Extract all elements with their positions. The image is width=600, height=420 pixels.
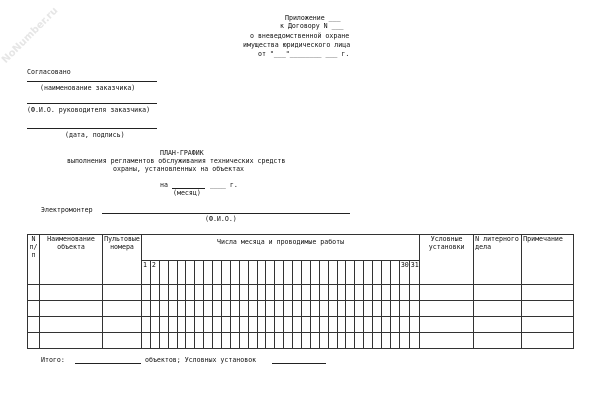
table-cell bbox=[159, 285, 168, 301]
table-cell bbox=[284, 301, 293, 317]
table-cell bbox=[284, 333, 293, 349]
table-cell bbox=[195, 301, 204, 317]
table-cell bbox=[474, 301, 522, 317]
table-cell bbox=[168, 333, 177, 349]
day-cell bbox=[177, 261, 186, 285]
table-row bbox=[28, 285, 574, 301]
table-cell bbox=[293, 317, 302, 333]
table-cell bbox=[284, 285, 293, 301]
table-cell bbox=[293, 301, 302, 317]
table-cell bbox=[213, 317, 222, 333]
table-cell bbox=[390, 301, 399, 317]
table-cell bbox=[186, 301, 195, 317]
day-cell bbox=[284, 261, 293, 285]
day-cell: 2 bbox=[150, 261, 159, 285]
objects-label: объектов; Условных установок bbox=[145, 356, 257, 364]
header-num: N п/ п bbox=[28, 235, 40, 285]
table-cell bbox=[142, 285, 151, 301]
table-cell bbox=[382, 333, 391, 349]
table-cell bbox=[399, 285, 409, 301]
table-cell bbox=[310, 317, 319, 333]
table-cell bbox=[28, 301, 40, 317]
table-cell bbox=[337, 285, 346, 301]
day-cell bbox=[355, 261, 364, 285]
day-cell bbox=[159, 261, 168, 285]
table-cell bbox=[310, 301, 319, 317]
table-cell bbox=[142, 333, 151, 349]
table-cell bbox=[142, 301, 151, 317]
day-cell bbox=[390, 261, 399, 285]
table-cell bbox=[319, 333, 328, 349]
table-cell bbox=[150, 333, 159, 349]
table-cell bbox=[266, 285, 275, 301]
table-cell bbox=[293, 285, 302, 301]
table-cell bbox=[239, 317, 248, 333]
day-cell bbox=[275, 261, 284, 285]
table-cell bbox=[382, 317, 391, 333]
day-cell: 1 bbox=[142, 261, 151, 285]
table-cell bbox=[373, 317, 382, 333]
day-cell bbox=[239, 261, 248, 285]
table-cell bbox=[159, 333, 168, 349]
day-cell: 31 bbox=[409, 261, 419, 285]
table-cell bbox=[168, 285, 177, 301]
day-cell: 30 bbox=[399, 261, 409, 285]
table-cell bbox=[328, 285, 337, 301]
table-cell bbox=[390, 285, 399, 301]
day-cell bbox=[346, 261, 355, 285]
table-cell bbox=[177, 301, 186, 317]
table-cell bbox=[257, 333, 266, 349]
day-cell bbox=[364, 261, 373, 285]
table-cell bbox=[310, 333, 319, 349]
appendix-line-1: Приложение ___ bbox=[285, 14, 341, 22]
table-cell bbox=[230, 333, 239, 349]
table-cell bbox=[28, 333, 40, 349]
table-cell bbox=[195, 333, 204, 349]
day-cell bbox=[186, 261, 195, 285]
table-cell bbox=[266, 301, 275, 317]
table-cell bbox=[420, 285, 474, 301]
table-cell bbox=[40, 301, 103, 317]
table-cell bbox=[195, 317, 204, 333]
table-cell bbox=[222, 301, 231, 317]
header-conditional-units: Условные установки bbox=[420, 235, 474, 285]
table-cell bbox=[275, 285, 284, 301]
day-cell bbox=[266, 261, 275, 285]
date-sign-caption: (дата, подпись) bbox=[65, 131, 125, 139]
table-cell bbox=[177, 285, 186, 301]
table-cell bbox=[195, 285, 204, 301]
table-cell bbox=[213, 285, 222, 301]
table-cell bbox=[373, 285, 382, 301]
table-cell bbox=[222, 317, 231, 333]
table-cell bbox=[420, 333, 474, 349]
day-cell bbox=[222, 261, 231, 285]
table-cell bbox=[293, 333, 302, 349]
table-cell bbox=[186, 333, 195, 349]
table-cell bbox=[186, 317, 195, 333]
header-object-name: Наименование объекта bbox=[40, 235, 103, 285]
table-cell bbox=[522, 301, 574, 317]
table-cell bbox=[150, 317, 159, 333]
plan-title: ПЛАН-ГРАФИК bbox=[160, 149, 204, 157]
electrician-label: Электромонтер bbox=[41, 206, 93, 214]
table-cell bbox=[159, 301, 168, 317]
table-row bbox=[28, 301, 574, 317]
table-cell bbox=[409, 301, 419, 317]
table-cell bbox=[302, 333, 311, 349]
table-cell bbox=[103, 317, 142, 333]
table-cell bbox=[409, 285, 419, 301]
table-cell bbox=[346, 301, 355, 317]
table-cell bbox=[364, 301, 373, 317]
header-note: Примечание bbox=[522, 235, 574, 285]
table-cell bbox=[382, 301, 391, 317]
day-cell bbox=[213, 261, 222, 285]
table-cell bbox=[257, 285, 266, 301]
table-cell bbox=[168, 301, 177, 317]
table-cell bbox=[230, 301, 239, 317]
table-cell bbox=[409, 317, 419, 333]
table-cell bbox=[150, 301, 159, 317]
month-caption: (месяц) bbox=[173, 189, 201, 197]
table-cell bbox=[346, 285, 355, 301]
table-cell bbox=[186, 285, 195, 301]
table-cell bbox=[40, 317, 103, 333]
table-cell bbox=[103, 333, 142, 349]
table-cell bbox=[355, 285, 364, 301]
table-cell bbox=[159, 317, 168, 333]
table-cell bbox=[248, 317, 257, 333]
table-cell bbox=[355, 301, 364, 317]
table-cell bbox=[373, 301, 382, 317]
table-cell bbox=[390, 333, 399, 349]
table-cell bbox=[328, 301, 337, 317]
table-cell bbox=[346, 333, 355, 349]
table-cell bbox=[474, 285, 522, 301]
table-cell bbox=[399, 301, 409, 317]
table-cell bbox=[204, 301, 213, 317]
table-cell bbox=[373, 333, 382, 349]
table-cell bbox=[150, 285, 159, 301]
table-cell bbox=[399, 317, 409, 333]
table-cell bbox=[204, 285, 213, 301]
table-cell bbox=[390, 317, 399, 333]
table-cell bbox=[248, 285, 257, 301]
day-cell bbox=[257, 261, 266, 285]
table-cell bbox=[364, 333, 373, 349]
table-cell bbox=[275, 333, 284, 349]
plan-for-label: на bbox=[160, 181, 168, 189]
day-cell bbox=[373, 261, 382, 285]
day-cell bbox=[382, 261, 391, 285]
table-cell bbox=[346, 317, 355, 333]
table-cell bbox=[337, 333, 346, 349]
table-cell bbox=[522, 317, 574, 333]
table-cell bbox=[319, 285, 328, 301]
table-cell bbox=[103, 301, 142, 317]
table-cell bbox=[230, 285, 239, 301]
table-cell bbox=[213, 333, 222, 349]
table-cell bbox=[409, 333, 419, 349]
day-cell bbox=[230, 261, 239, 285]
date-sign-line bbox=[27, 128, 157, 129]
table-cell bbox=[319, 301, 328, 317]
customer-name-line bbox=[27, 81, 157, 82]
total-units-line bbox=[272, 363, 326, 364]
plan-subtitle-1: выполнения регламентов обслуживания технических средств bbox=[67, 157, 286, 165]
table-cell bbox=[302, 285, 311, 301]
table-cell bbox=[420, 317, 474, 333]
table-cell bbox=[222, 285, 231, 301]
table-cell bbox=[284, 317, 293, 333]
header-console-numbers: Пультовые номера bbox=[103, 235, 142, 285]
table-cell bbox=[239, 301, 248, 317]
table-cell bbox=[355, 317, 364, 333]
appendix-line-3: о вневедомственной охране bbox=[250, 32, 350, 40]
table-cell bbox=[328, 333, 337, 349]
table-cell bbox=[474, 317, 522, 333]
table-cell bbox=[275, 317, 284, 333]
head-name-caption: (Ф.И.О. руководителя заказчика) bbox=[27, 106, 151, 114]
plan-subtitle-2: охраны, установленных на объектах bbox=[113, 165, 245, 173]
day-cell bbox=[195, 261, 204, 285]
table-cell bbox=[213, 301, 222, 317]
day-cell bbox=[319, 261, 328, 285]
table-cell bbox=[40, 285, 103, 301]
appendix-line-4: имущества юридического лица bbox=[243, 41, 351, 49]
table-cell bbox=[328, 317, 337, 333]
table-cell bbox=[177, 333, 186, 349]
table-row bbox=[28, 333, 574, 349]
table-cell bbox=[266, 333, 275, 349]
table-cell bbox=[319, 317, 328, 333]
table-cell bbox=[337, 301, 346, 317]
table-cell bbox=[474, 333, 522, 349]
table-cell bbox=[310, 285, 319, 301]
table-cell bbox=[230, 317, 239, 333]
table-cell bbox=[364, 317, 373, 333]
table-cell bbox=[522, 285, 574, 301]
table-cell bbox=[204, 333, 213, 349]
watermark-text: NoNumber.ru bbox=[0, 5, 61, 66]
table-cell bbox=[355, 333, 364, 349]
table-cell bbox=[364, 285, 373, 301]
table-cell bbox=[103, 285, 142, 301]
day-cell bbox=[310, 261, 319, 285]
total-objects-line bbox=[75, 363, 141, 364]
plan-year: ____ г. bbox=[210, 181, 238, 189]
table-cell bbox=[40, 333, 103, 349]
table-cell bbox=[257, 301, 266, 317]
appendix-line-2: к Договору N ___ bbox=[280, 22, 344, 30]
table-cell bbox=[204, 317, 213, 333]
schedule-table bbox=[27, 234, 574, 349]
table-cell bbox=[302, 301, 311, 317]
table-cell bbox=[239, 285, 248, 301]
table-cell bbox=[257, 317, 266, 333]
header-days-work: Числа месяца и проводимые работы bbox=[142, 235, 420, 261]
customer-name-caption: (наименование заказчика) bbox=[40, 84, 136, 92]
electrician-line bbox=[102, 213, 350, 214]
table-cell bbox=[142, 317, 151, 333]
day-cell bbox=[337, 261, 346, 285]
electrician-caption: (Ф.И.О.) bbox=[205, 215, 237, 223]
day-cell bbox=[168, 261, 177, 285]
day-cell bbox=[302, 261, 311, 285]
appendix-line-5: от "___"________ ___ г. bbox=[258, 50, 350, 58]
table-cell bbox=[222, 333, 231, 349]
day-cell bbox=[293, 261, 302, 285]
table-cell bbox=[168, 317, 177, 333]
day-cell bbox=[204, 261, 213, 285]
agreed-label: Согласовано bbox=[27, 68, 71, 76]
total-label: Итого: bbox=[41, 356, 65, 364]
table-cell bbox=[522, 333, 574, 349]
table-cell bbox=[28, 285, 40, 301]
head-name-line bbox=[27, 103, 157, 104]
table-cell bbox=[399, 333, 409, 349]
table-cell bbox=[28, 317, 40, 333]
day-cell bbox=[248, 261, 257, 285]
table-cell bbox=[275, 301, 284, 317]
table-cell bbox=[420, 301, 474, 317]
table-cell bbox=[239, 333, 248, 349]
table-row bbox=[28, 317, 574, 333]
table-cell bbox=[248, 301, 257, 317]
day-cell bbox=[328, 261, 337, 285]
table-cell bbox=[337, 317, 346, 333]
table-cell bbox=[248, 333, 257, 349]
table-cell bbox=[177, 317, 186, 333]
table-cell bbox=[266, 317, 275, 333]
header-letter-case: N литерного дела bbox=[474, 235, 522, 285]
table-cell bbox=[382, 285, 391, 301]
table-cell bbox=[302, 317, 311, 333]
